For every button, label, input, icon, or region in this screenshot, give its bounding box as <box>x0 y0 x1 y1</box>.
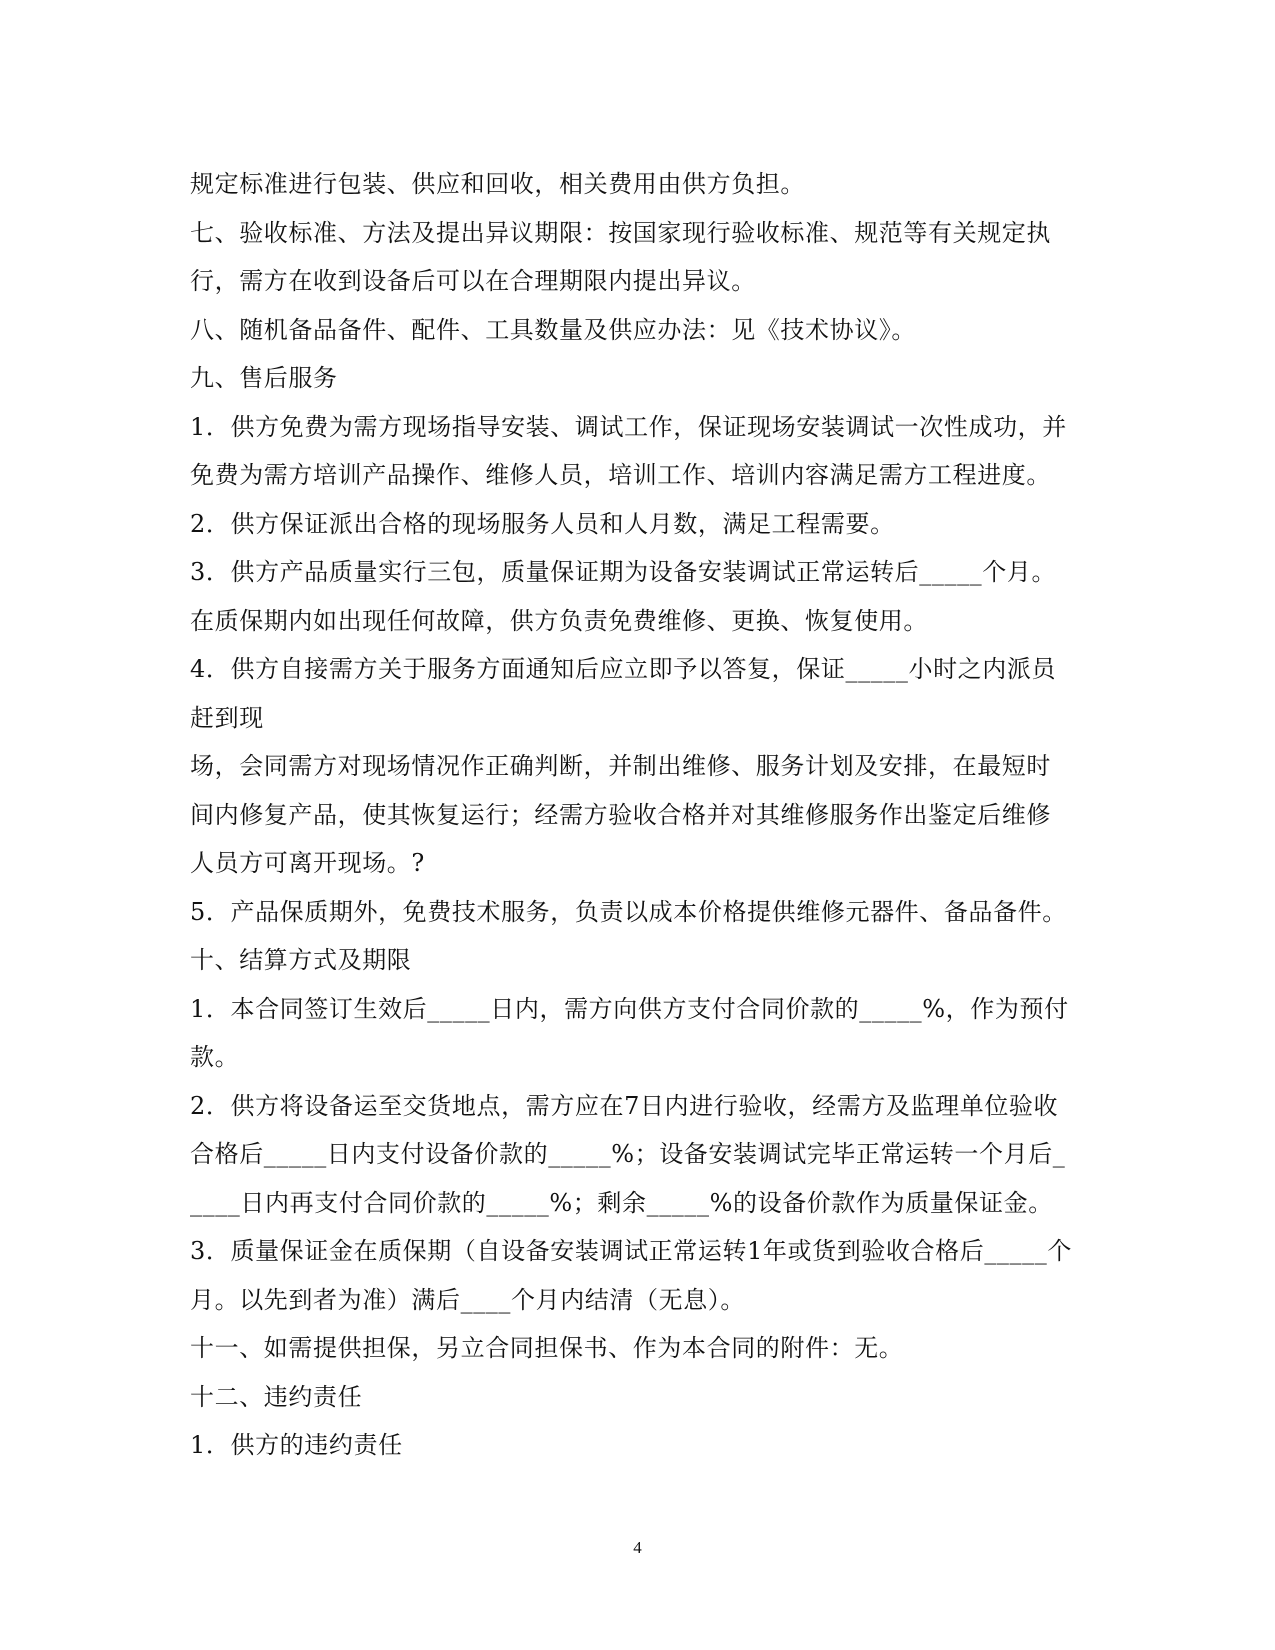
text-line: 合格后_____日内支付设备价款的_____%；设备安装调试完毕正常运转一个月后_ <box>190 1140 1066 1168</box>
text-line: ____日内再支付合同价款的_____%；剩余_____%的设备价款作为质量保证金。 <box>190 1188 1053 1217</box>
text-line: 间内修复产品，使其恢复运行；经需方验收合格并对其维修服务作出鉴定后维修 <box>190 800 1051 829</box>
text-line: 2．供方保证派出合格的现场服务人员和人月数，满足工程需要。 <box>190 509 895 538</box>
section-heading: 十二、违约责任 <box>190 1382 363 1411</box>
text-line: 4．供方自接需方关于服务方面通知后应立即予以答复，保证_____小时之内派员 <box>190 655 1057 683</box>
text-line: 3．质量保证金在质保期（自设备安装调试正常运转1年或货到验收合格后_____个 <box>190 1237 1072 1265</box>
text-line: 5．产品保质期外，免费技术服务，负责以成本价格提供维修元器件、备品备件。 <box>190 897 1067 926</box>
text-line: 场，会同需方对现场情况作正确判断，并制出维修、服务计划及安排，在最短时 <box>190 752 1051 780</box>
text-line: 款。 <box>190 1043 240 1071</box>
text-line: 十一、如需提供担保，另立合同担保书、作为本合同的附件：无。 <box>190 1334 904 1362</box>
text-line: 免费为需方培训产品操作、维修人员，培训工作、培训内容满足需方工程进度。 <box>190 461 1051 489</box>
body-text <box>190 160 1090 1470</box>
text-line: 2．供方将设备运至交货地点，需方应在7日内进行验收，经需方及监理单位验收 <box>190 1091 1059 1120</box>
section-heading: 十、结算方式及期限 <box>190 946 412 974</box>
text-line: 赶到现 <box>190 703 264 732</box>
text-line: 人员方可离开现场。? <box>190 849 425 877</box>
text-line: 1．供方免费为需方现场指导安装、调试工作，保证现场安装调试一次性成功，并 <box>190 412 1067 441</box>
text-line: 七、验收标准、方法及提出异议期限：按国家现行验收标准、规范等有关规定执 <box>190 218 1051 247</box>
text-line: 八、随机备品备件、配件、工具数量及供应办法：见《技术协议》。 <box>190 315 916 344</box>
text-line: 3．供方产品质量实行三包，质量保证期为设备安装调试正常运转后_____个月。 <box>190 558 1057 586</box>
text-line: 1．本合同签订生效后_____日内，需方向供方支付合同价款的_____%，作为预付 <box>190 994 1069 1023</box>
text-line: 规定标准进行包装、供应和回收，相关费用由供方负担。 <box>190 170 805 198</box>
text-line: 行，需方在收到设备后可以在合理期限内提出异议。 <box>190 267 756 295</box>
section-heading: 九、售后服务 <box>190 364 338 392</box>
text-line: 在质保期内如出现任何故障，供方负责免费维修、更换、恢复使用。 <box>190 606 928 635</box>
page-number: 4 <box>633 1538 642 1557</box>
text-line: 1．供方的违约责任 <box>190 1431 403 1459</box>
text-line: 月。以先到者为准）满后____个月内结清（无息）。 <box>190 1285 745 1314</box>
